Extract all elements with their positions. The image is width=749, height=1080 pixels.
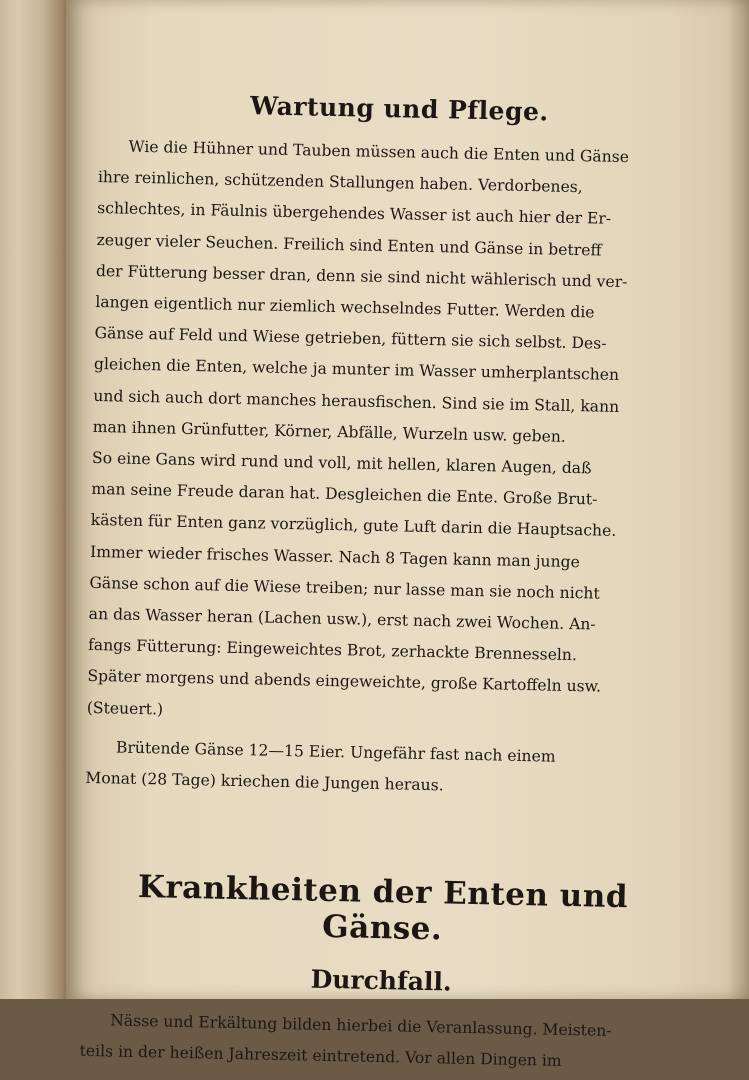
text-line: der Fütterung besser dran, denn sie sind nicht wählerisch und ver- bbox=[95, 261, 628, 291]
page-text-block bbox=[79, 78, 700, 1080]
text-line: Monat (28 Tage) kriechen die Jungen heraus. bbox=[85, 768, 444, 795]
text-line: Brütende Gänse 12—15 Eier. Ungefähr fast nach einem bbox=[115, 738, 556, 766]
text-line: man ihnen Grünfutter, Körner, Abfälle, Wurzeln usw. geben. bbox=[92, 417, 567, 446]
chapter-heading-krankheiten: Krankheiten der Enten und Gänse. bbox=[137, 869, 629, 948]
book-gutter bbox=[0, 0, 70, 999]
text-line: kästen für Enten ganz vorzüglich, gute Luft darin die Hauptsache. bbox=[90, 511, 617, 541]
section-heading-wartung: Wartung und Pflege. bbox=[249, 91, 549, 127]
text-line: So eine Gans wird rund und voll, mit hellen, klaren Augen, daß bbox=[91, 448, 592, 478]
book-page bbox=[66, 0, 749, 1071]
text-line: fangs Fütterung: Eingeweichtes Brot, zerhackte Brennesseln. bbox=[87, 636, 578, 665]
text-line: Nässe und Erkältung bilden hierbei die Veranlassung. Meisten- bbox=[110, 1011, 612, 1041]
text-line: Später morgens und abends eingeweichte, große Kartoffeln usw. bbox=[87, 667, 602, 697]
text-line: man seine Freude daran hat. Desgleichen die Ente. Große Brut- bbox=[91, 480, 598, 509]
text-line: Immer wieder frisches Wasser. Nach 8 Tagen kann man junge bbox=[89, 542, 581, 571]
text-line: Wie die Hühner und Tauben müssen auch die Enten und Gänse bbox=[128, 137, 630, 167]
text-line: ihre reinlichen, schützenden Stallungen haben. Verdorbenes, bbox=[97, 168, 583, 197]
text-line: zeuger vieler Seuchen. Freilich sind Enten und Gänse in betreff bbox=[96, 230, 602, 260]
text-line: Gänse schon auf die Wiese treiben; nur lasse man sie noch nicht bbox=[89, 573, 600, 603]
text-line: an das Wasser heran (Lachen usw.), erst nach zwei Wochen. An- bbox=[88, 604, 596, 634]
text-line: langen eigentlich nur ziemlich wechselndes Futter. Werden die bbox=[95, 292, 595, 322]
paragraph-wartung bbox=[86, 131, 698, 736]
text-line: schlechtes, in Fäulnis übergehendes Wasser ist auch hier der Er- bbox=[97, 199, 612, 229]
paragraph-durchfall bbox=[79, 1005, 680, 1080]
text-line: Gänse auf Feld und Wiese getrieben, füttern sie sich selbst. Des- bbox=[94, 324, 607, 353]
text-line: (Steuert.) bbox=[86, 698, 164, 719]
paragraph-brutende bbox=[85, 732, 686, 807]
page-edge-shadow bbox=[727, 0, 749, 999]
text-line: gleichen die Enten, welche ja munter im Wasser umherplantschen bbox=[93, 355, 620, 385]
section-heading-durchfall: Durchfall. bbox=[310, 964, 452, 997]
text-line: teils in der heißen Jahreszeit eintretend. Vor allen Dingen im bbox=[79, 1042, 562, 1071]
text-line: und sich auch dort manches herausfischen. Sind sie im Stall, kann bbox=[93, 386, 620, 416]
